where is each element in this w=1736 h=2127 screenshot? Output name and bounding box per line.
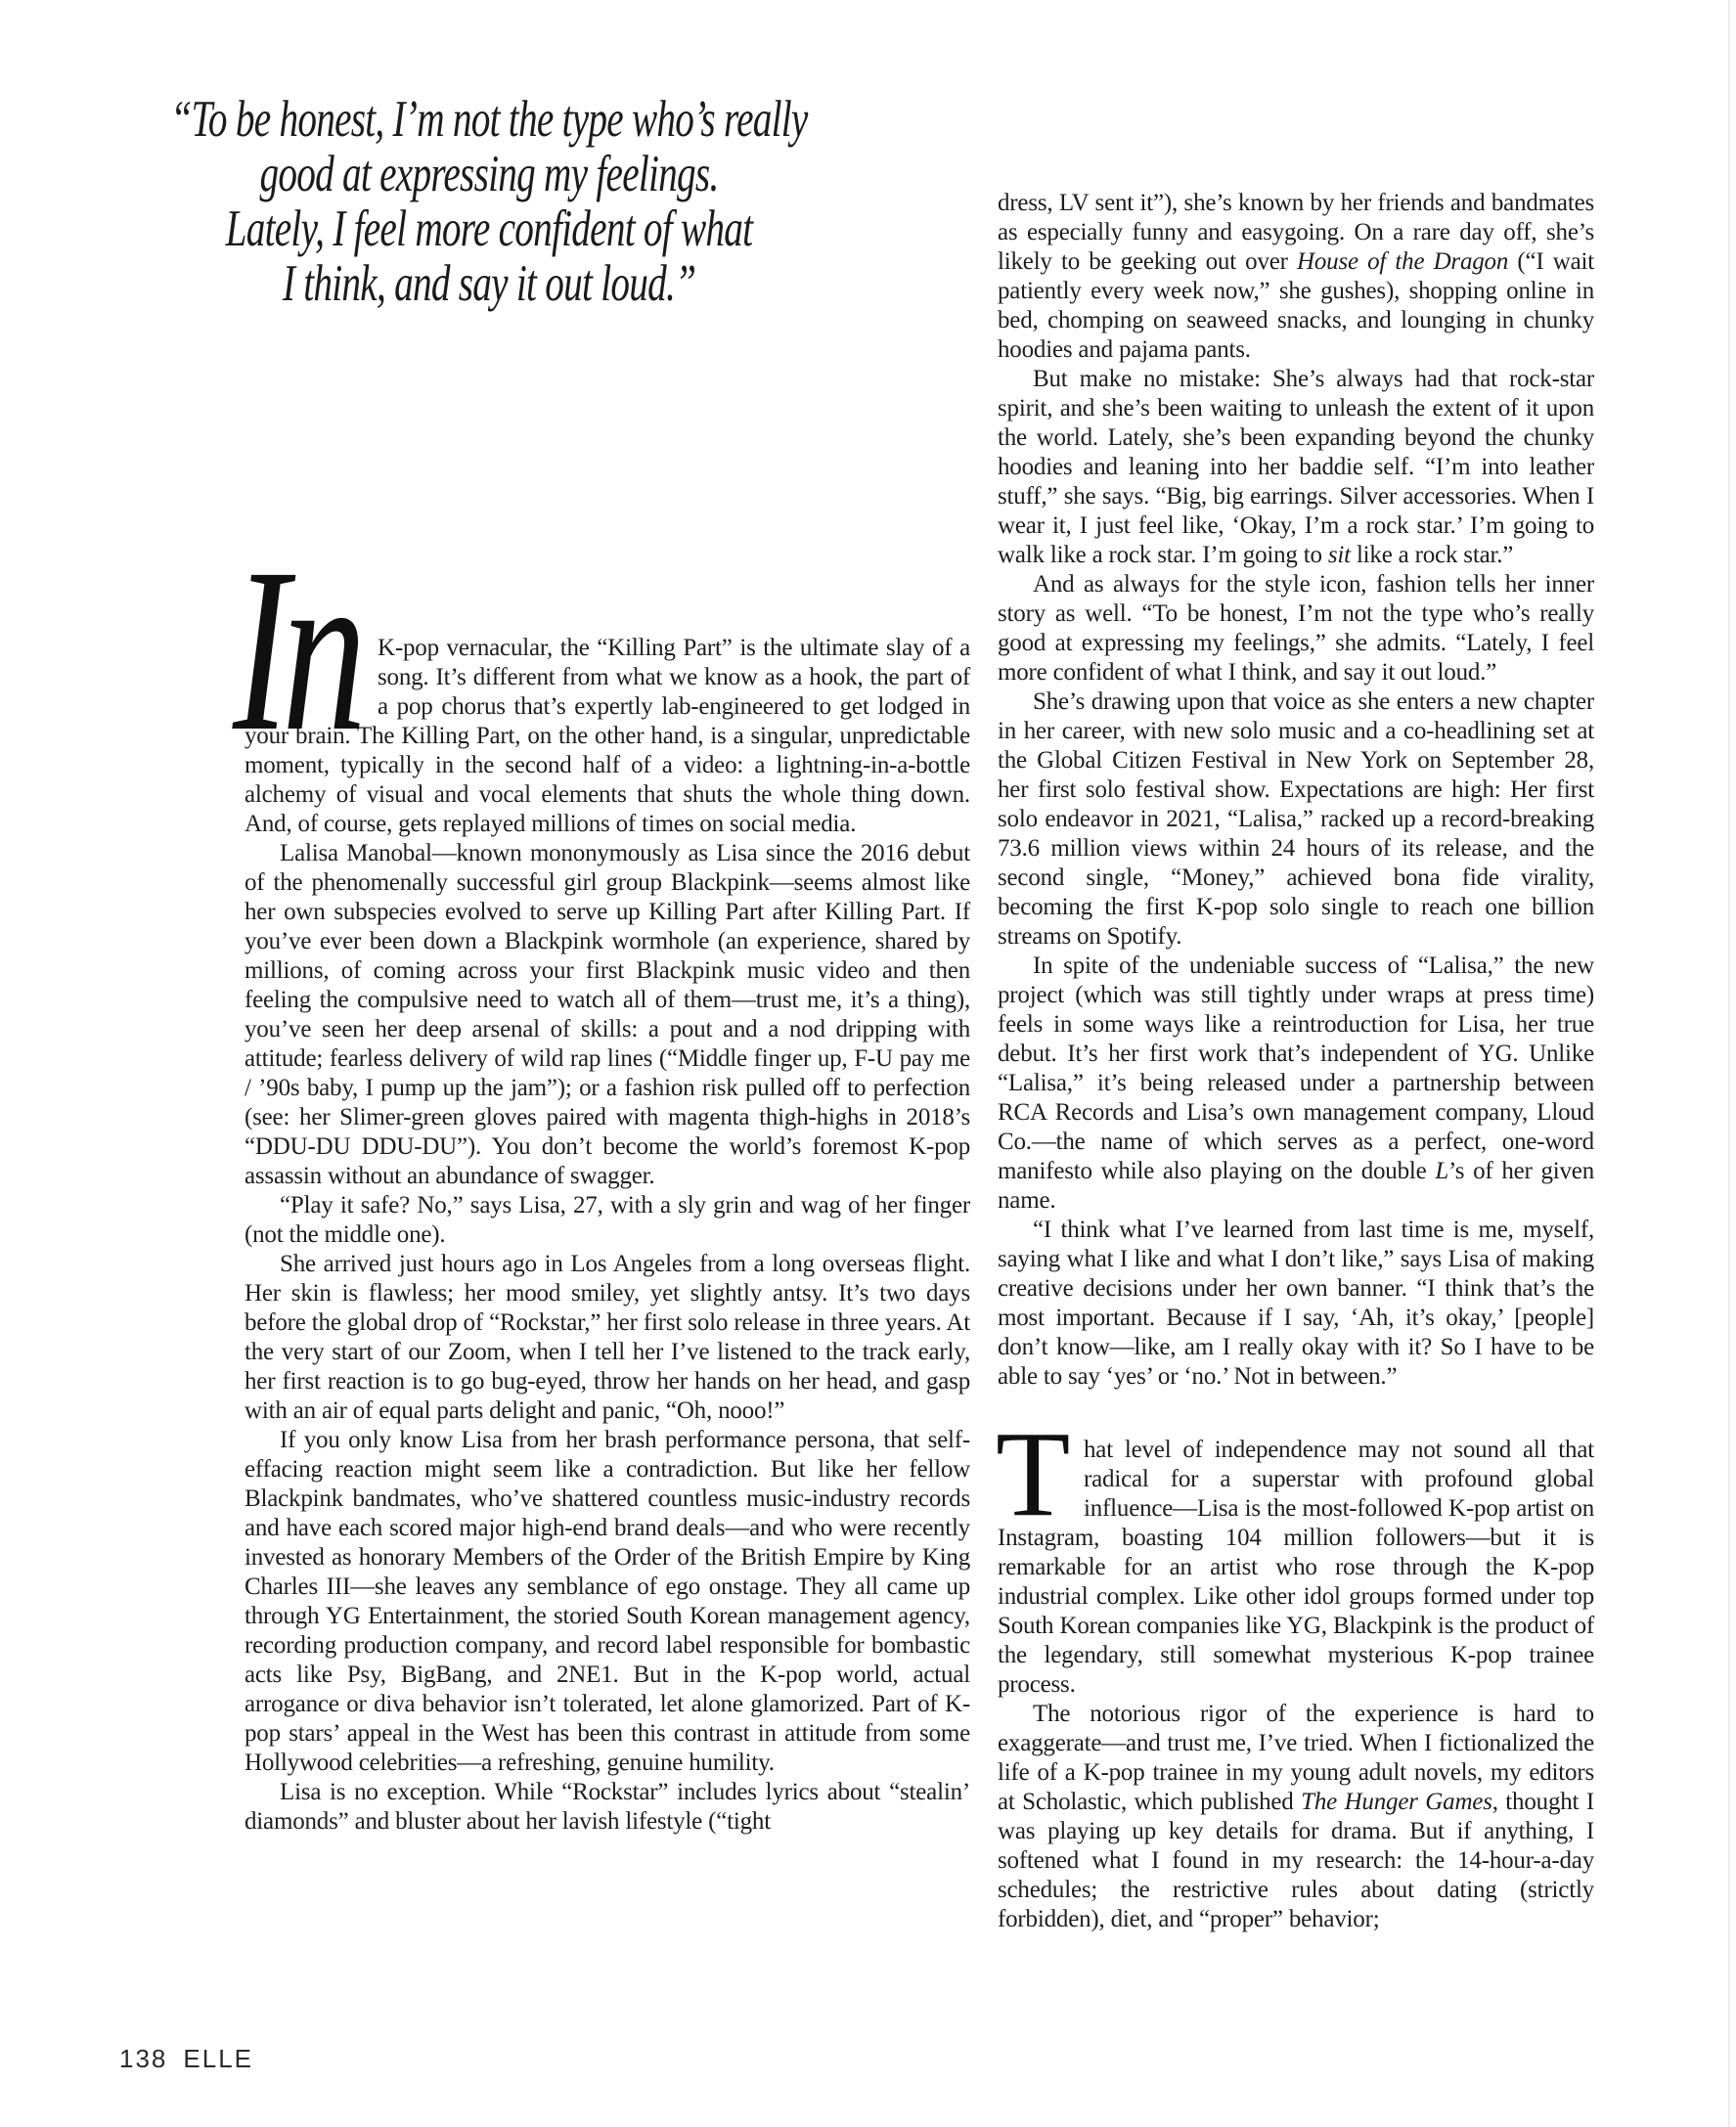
page-edge-line <box>1728 0 1730 2127</box>
pull-quote-line: good at expressing my feelings. <box>259 146 719 202</box>
italic-text-run: sit <box>1327 542 1351 568</box>
paragraph <box>245 839 970 1191</box>
drop-cap <box>233 519 378 779</box>
text-run: Lalisa Manobal—known mononymously as Lisa since the 2016 debut of the phenomenally successful girl group Blackpink—seems almost like her own subspecies evolved to serve up Killing Part after Killing Part. If you’ve ever been down a Blackpink wormhole (an experience, shared by millions, of coming across your first Blackpink music video and then feeling the compulsive need to watch all of them—trust me, it’s a thing), you’ve seen her deep arsenal of skills: a pout and a nod dripping with attitude; fearless delivery of wild rap lines (“Middle finger up, F-U pay me / ’90s baby, I pump up the jam”); or a fashion risk pulled off to perfection (see: her Slimer-green gloves paired with magenta thigh-highs in 2018’s “DDU-DU DDU-DU”). You don’t become the world’s foremost K-pop assassin without an abundance of swagger. <box>245 840 970 1189</box>
pull-quote-line: Lately, I feel more confident of what <box>225 200 753 257</box>
paragraph <box>998 365 1594 570</box>
pull-quote <box>127 92 851 311</box>
page-folio <box>119 2044 253 2074</box>
paragraph <box>996 1407 1594 1700</box>
text-run: If you only know Lisa from her brash performance persona, that self-effacing reaction might seem like a contradiction. But like her fellow Blackpink bandmates, who’ve shattered countless music-industry records and have each scored major high-end brand deals—and who were recently invested as honorary Members of the Order of the British Empire by King Charles III—she leaves any semblance of ego onstage. They all came up through YG Entertainment, the storied South Korean management agency, recording production company, and record label responsible for bombastic acts like Psy, BigBang, and 2NE1. But in the K-pop world, actual arrogance or diva behavior isn’t tolerated, let alone glamorized. Part of K-pop stars’ appeal in the West has been this contrast in attitude from some Hollywood celebrities—a refreshing, genuine humility. <box>245 1427 970 1776</box>
paragraph <box>245 1426 970 1778</box>
pull-quote-line: I think, and say it out loud.” <box>282 255 696 312</box>
paragraph <box>245 1778 970 1837</box>
pull-quote-line: “To be honest, I’m not the type who’s really <box>170 91 808 148</box>
text-run: “I think what I’ve learned from last time is me, myself, saying what I like and what I don’t like,” says Lisa of making creative decisions under her own banner. “I think that’s the most important. Because if I say, ‘Ah, it’s okay,’ [people] don’t know—like, am I really okay with it? So I have to be able to say ‘yes’ or ‘no.’ Not in between.” <box>998 1217 1594 1390</box>
text-run: Lisa is no exception. While “Rockstar” includes lyrics about “stealin’ diamonds” and bluster about her lavish lifestyle (“tight <box>245 1779 970 1835</box>
text-run: K-pop vernacular, the “Killing Part” is the ultimate slay of a song. It’s different from what we know as a hook, the part of a pop chorus that’s expertly lab-engineered to get lodged in your brain. The Killing Part, on the other hand, is a singular, unpredictable moment, typically in the second half of a video: a lightning-in-a-bottle alchemy of visual and vocal elements that shuts the whole thing down. And, of course, gets replayed millions of times on social media. <box>245 635 970 837</box>
paragraph <box>998 687 1594 952</box>
text-run: She arrived just hours ago in Los Angeles from a long overseas flight. Her skin is flawless; her mood smiley, yet slightly antsy. It’s two days before the global drop of “Rockstar,” her first solo release in three years. At the very start of our Zoom, when I tell her I’ve listened to the track early, her first reaction is to go bug-eyed, throw her hands on her head, and gasp with an air of equal parts delight and panic, “Oh, nooo!” <box>245 1251 970 1424</box>
drop-cap-letter: In <box>233 519 360 779</box>
paragraph <box>245 1191 970 1250</box>
paragraph <box>998 570 1594 687</box>
text-run: She’s drawing upon that voice as she enters a new chapter in her career, with new solo music and a co-headlining set at the Global Citizen Festival in New York on September 28, her first solo festival show. Expectations are high: Her first solo endeavor in 2021, “Lalisa,” racked up a record-breaking 73.6 million views within 24 hours of its release, and the second single, “Money,” achieved bona fide virality, becoming the first K-pop solo single to reach one billion streams on Spotify. <box>998 688 1594 950</box>
text-run: And as always for the style icon, fashion tells her inner story as well. “To be honest, I’m not the type who’s really good at expressing my feelings,” she admits. “Lately, I feel more confident of what I think, and say it out loud.” <box>998 571 1594 686</box>
text-run: The notorious rigor of the experience is hard to exaggerate—and trust me, I’ve tried. When I fictionalized the life of a K-pop trainee in my young adult novels, my editors at Scholastic, which published <box>998 1701 1594 1815</box>
text-run: like a rock star.” <box>1350 542 1514 568</box>
article-column-right <box>998 189 1594 1934</box>
paragraph <box>998 952 1594 1216</box>
drop-cap <box>996 1407 1084 1542</box>
paragraph <box>233 519 970 839</box>
drop-cap-letter: T <box>996 1407 1071 1542</box>
paragraph <box>998 1700 1594 1934</box>
italic-text-run: The Hunger Games <box>1301 1789 1492 1815</box>
page-number: 138 <box>119 2044 168 2073</box>
text-run: “Play it safe? No,” says Lisa, 27, with a sly grin and wag of her finger (not the middle one). <box>245 1192 970 1248</box>
text-run: dress, LV sent it”), she’s known by her friends and bandmates as especially funny and easygoing. On a rare day off, she’s likely to be geeking out over <box>998 190 1594 275</box>
text-run: But make no mistake: She’s always had that rock-star spirit, and she’s been waiting to unleash the extent of it upon the world. Lately, she’s been expanding beyond the chunky hoodies and leaning into her baddie self. “I’m into leather stuff,” she says. “Big, big earrings. Silver accessories. When I wear it, I just feel like, ‘Okay, I’m a rock star.’ I’m going to walk like a rock star. I’m going to <box>998 366 1594 568</box>
text-run: hat level of independence may not sound all that radical for a superstar with profound global influence—Lisa is the most-followed K-pop artist on Instagram, boasting 104 million followers—but it is remarkable for an artist who rose through the K-pop industrial complex. Like other idol groups formed under top South Korean companies like YG, Blackpink is the product of the legendary, still somewhat mysterious K-pop trainee process. <box>998 1437 1594 1698</box>
italic-text-run: House of the Dragon <box>1297 248 1509 275</box>
paragraph <box>245 1250 970 1426</box>
paragraph <box>998 1216 1594 1392</box>
text-run: (“I wait patiently every week now,” she gushes), shopping online in bed, chomping on seaweed snacks, and lounging in chunky hoodies and pajama pants. <box>998 248 1594 363</box>
magazine-name: ELLE <box>183 2044 253 2073</box>
text-run: ’s of her given name. <box>998 1158 1594 1214</box>
article-column-left <box>233 519 970 1837</box>
text-run: , thought I was playing up key details for drama. But if anything, I softened what I found in my research: the 14-hour-a-day schedules; the restrictive rules about dating (strictly forbidden), diet, and “proper” behavior; <box>998 1789 1594 1932</box>
text-run: In spite of the undeniable success of “Lalisa,” the new project (which was still tightly under wraps at press time) feels in some ways like a reintroduction for Lisa, her true debut. It’s her first work that’s independent of YG. Unlike “Lalisa,” it’s being released under a partnership between RCA Records and Lisa’s own management company, Lloud Co.—the name of which serves as a perfect, one-word manifesto while also playing on the double <box>998 953 1594 1184</box>
italic-text-run: L <box>1435 1158 1449 1184</box>
paragraph <box>998 189 1594 365</box>
